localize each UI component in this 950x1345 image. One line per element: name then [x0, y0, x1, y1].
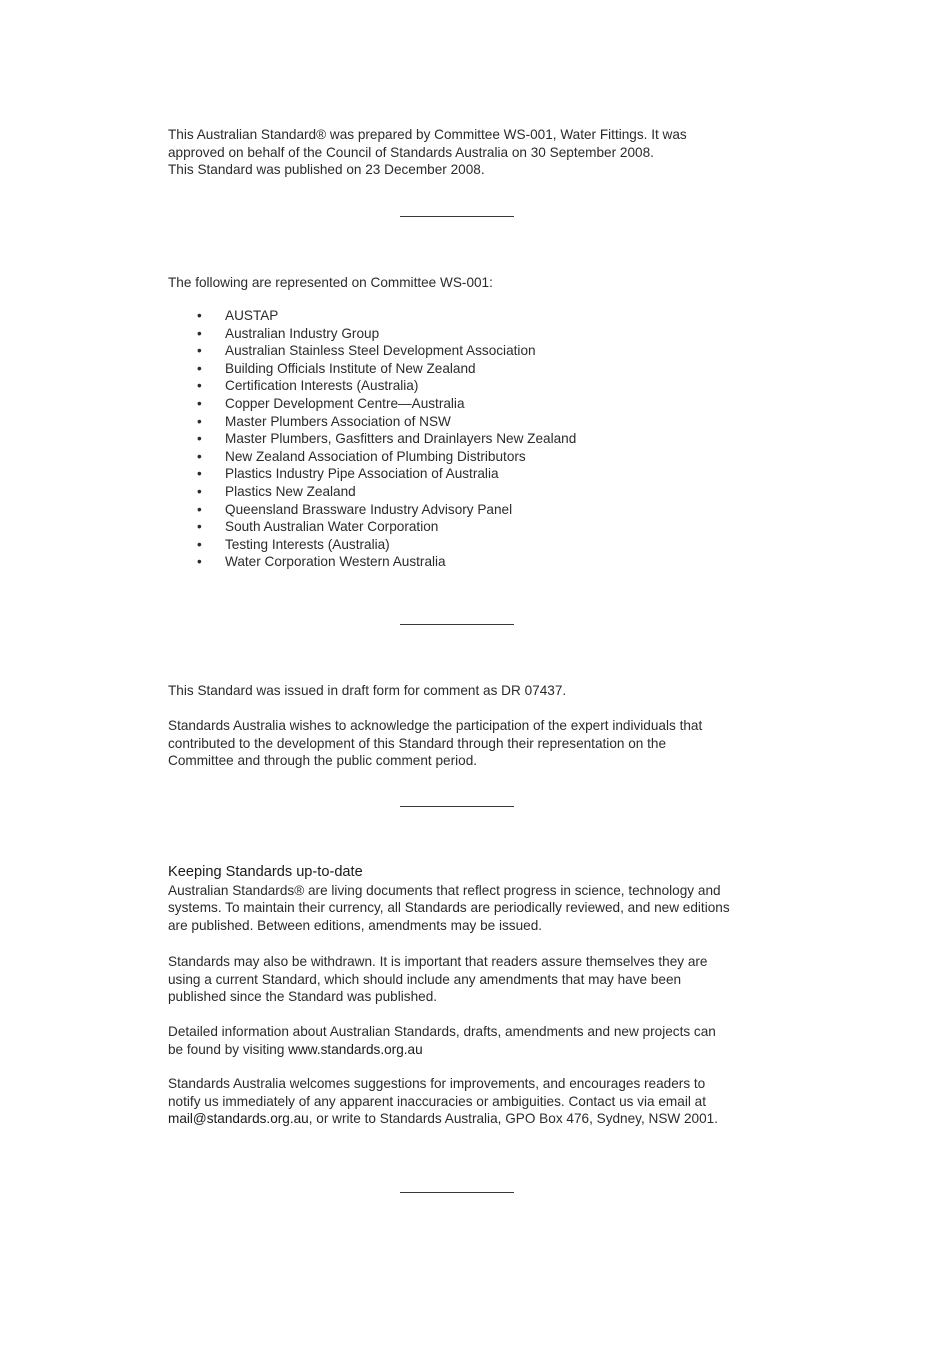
keeping-standards-title: Keeping Standards up-to-date	[168, 864, 363, 880]
committee-member-name: Australian Industry Group	[225, 325, 380, 341]
committee-block	[168, 274, 768, 292]
committee-member-name: Master Plumbers Association of NSW	[225, 413, 451, 429]
committee-member-name: Testing Interests (Australia)	[225, 536, 390, 552]
committee-member-name: Water Corporation Western Australia	[225, 554, 446, 570]
committee-member-item	[168, 413, 768, 431]
committee-members-list	[168, 307, 768, 571]
committee-members-list-container	[168, 307, 768, 571]
keeping-p1-line-1: Australian Standards® are living documents that reflect progress in science, technology and	[168, 882, 721, 898]
acknowledgement-line-2: contributed to the development of this Standard through their representation on the	[168, 735, 667, 751]
committee-member-item	[168, 377, 768, 395]
bullet-icon: •	[197, 483, 202, 499]
keeping-p4-line-1: Standards Australia welcomes suggestions for improvements, and encourages readers to	[168, 1076, 706, 1091]
bullet-icon: •	[197, 431, 202, 447]
keeping-p2-line-1: Standards may also be withdrawn. It is important that readers assure themselves they are	[168, 954, 708, 969]
bullet-icon: •	[197, 413, 202, 429]
acknowledgement-block	[168, 717, 768, 770]
keeping-standards-block	[168, 864, 768, 934]
committee-member-name: Master Plumbers, Gasfitters and Drainlayers New Zealand	[225, 431, 577, 447]
committee-member-item	[168, 483, 768, 501]
committee-member-name: Queensland Brassware Industry Advisory Panel	[225, 501, 513, 517]
committee-member-item	[168, 325, 768, 343]
keeping-p4-line-3	[168, 1110, 768, 1128]
committee-member-item	[168, 395, 768, 413]
committee-member-name: Plastics Industry Pipe Association of Australia	[225, 466, 499, 482]
bullet-icon: •	[197, 378, 202, 394]
keeping-p3-line-1: Detailed information about Australian Standards, drafts, amendments and new projects can	[168, 1024, 716, 1039]
divider-rule-1	[400, 216, 514, 217]
bullet-icon: •	[197, 554, 202, 570]
committee-heading: The following are represented on Committee WS-001:	[168, 275, 493, 290]
intro-line-2: approved on behalf of the Council of Standards Australia on 30 September 2008.	[168, 144, 654, 160]
intro-line-1: This Australian Standard® was prepared by Committee WS-001, Water Fittings. It was	[168, 127, 687, 142]
acknowledgement-line-3: Committee and through the public comment period.	[168, 753, 478, 769]
keeping-p4-line-2: notify us immediately of any apparent inaccuracies or ambiguities. Contact us via email at	[168, 1093, 706, 1109]
committee-member-item	[168, 553, 768, 571]
contact-email-link[interactable]: mail@standards.org.au	[168, 1111, 309, 1127]
bullet-icon: •	[197, 519, 202, 535]
divider-rule-4	[400, 1192, 514, 1193]
standards-website-link[interactable]: www.standards.org.au	[288, 1041, 423, 1057]
committee-member-name: South Australian Water Corporation	[225, 519, 439, 535]
draft-issued-text: This Standard was issued in draft form for comment as DR 07437.	[168, 683, 567, 698]
keeping-p1-line-2: systems. To maintain their currency, all Standards are periodically reviewed, and new editions	[168, 900, 730, 916]
bullet-icon: •	[197, 536, 202, 552]
detailed-info-paragraph	[168, 1023, 768, 1058]
committee-member-name: New Zealand Association of Plumbing Distributors	[225, 448, 526, 464]
keeping-p2-line-3: published since the Standard was published.	[168, 989, 438, 1005]
committee-member-item	[168, 342, 768, 360]
bullet-icon: •	[197, 343, 202, 359]
committee-member-name: Australian Stainless Steel Development Association	[225, 343, 536, 359]
committee-member-name: Certification Interests (Australia)	[225, 378, 419, 394]
committee-member-name: Copper Development Centre—Australia	[225, 395, 465, 411]
committee-member-item	[168, 536, 768, 554]
keeping-p4-suffix: , or write to Standards Australia, GPO Box 476, Sydney, NSW 2001.	[308, 1111, 719, 1127]
intro-block	[168, 126, 768, 179]
committee-member-item	[168, 465, 768, 483]
committee-member-item	[168, 307, 768, 325]
intro-line-3: This Standard was published on 23 December 2008.	[168, 162, 485, 178]
committee-member-item	[168, 518, 768, 536]
divider-rule-3	[400, 806, 514, 807]
keeping-p3-line-2	[168, 1041, 768, 1059]
committee-member-item	[168, 501, 768, 519]
bullet-icon: •	[197, 466, 202, 482]
bullet-icon: •	[197, 501, 202, 517]
keeping-p3-prefix: be found by visiting	[168, 1041, 289, 1057]
bullet-icon: •	[197, 360, 202, 376]
withdrawn-paragraph	[168, 953, 768, 1006]
committee-member-item	[168, 360, 768, 378]
committee-member-name: Building Officials Institute of New Zealand	[225, 360, 476, 376]
committee-member-name: Plastics New Zealand	[225, 483, 356, 499]
committee-member-item	[168, 448, 768, 466]
keeping-p1-line-3: are published. Between editions, amendments may be issued.	[168, 917, 543, 933]
committee-member-item	[168, 430, 768, 448]
keeping-p2-line-2: using a current Standard, which should include any amendments that may have been	[168, 971, 682, 987]
suggestions-paragraph	[168, 1075, 768, 1128]
bullet-icon: •	[197, 448, 202, 464]
draft-block	[168, 682, 768, 700]
acknowledgement-line-1: Standards Australia wishes to acknowledge the participation of the expert individuals that	[168, 718, 703, 733]
bullet-icon: •	[197, 395, 202, 411]
bullet-icon: •	[197, 325, 202, 341]
bullet-icon: •	[197, 308, 202, 323]
divider-rule-2	[400, 624, 514, 625]
committee-member-name: AUSTAP	[225, 308, 279, 323]
